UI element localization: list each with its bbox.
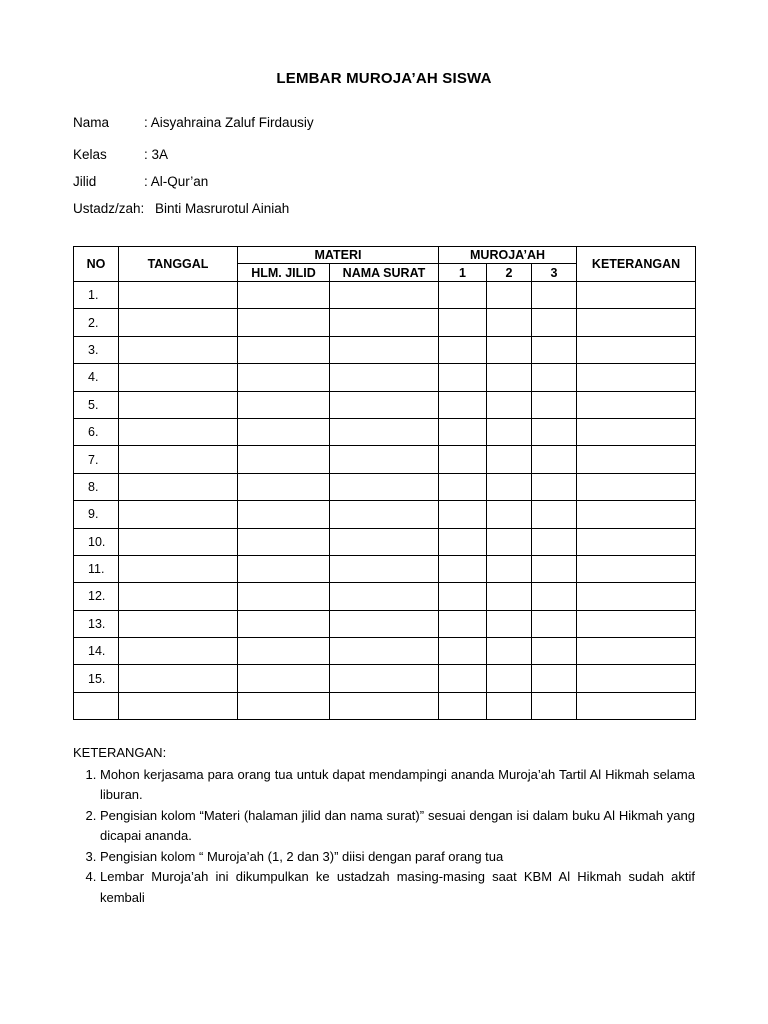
murojaah-2-cell[interactable] bbox=[487, 610, 532, 637]
table-row bbox=[74, 336, 696, 363]
tanggal-cell[interactable] bbox=[119, 555, 238, 582]
murojaah-3-cell[interactable] bbox=[532, 555, 577, 582]
hlm-jilid-cell[interactable] bbox=[238, 501, 330, 528]
murojaah-3-cell[interactable] bbox=[532, 309, 577, 336]
murojaah-2-cell[interactable] bbox=[487, 501, 532, 528]
hlm-jilid-cell[interactable] bbox=[238, 692, 330, 719]
murojaah-1-cell[interactable] bbox=[439, 446, 487, 473]
row-no: 4. bbox=[74, 364, 119, 391]
murojaah-1-cell[interactable] bbox=[439, 665, 487, 692]
keterangan-cell[interactable] bbox=[577, 282, 696, 309]
murojaah-2-cell[interactable] bbox=[487, 418, 532, 445]
keterangan-cell[interactable] bbox=[577, 610, 696, 637]
tanggal-cell[interactable] bbox=[119, 692, 238, 719]
hlm-jilid-cell[interactable] bbox=[238, 583, 330, 610]
notes-heading: KETERANGAN: bbox=[73, 745, 167, 760]
keterangan-cell[interactable] bbox=[577, 473, 696, 500]
nama-surat-cell[interactable] bbox=[330, 692, 439, 719]
hlm-jilid-cell[interactable] bbox=[238, 446, 330, 473]
hlm-jilid-cell[interactable] bbox=[238, 364, 330, 391]
murojaah-1-cell[interactable] bbox=[439, 336, 487, 363]
hlm-jilid-cell[interactable] bbox=[238, 555, 330, 582]
keterangan-cell[interactable] bbox=[577, 364, 696, 391]
keterangan-cell[interactable] bbox=[577, 692, 696, 719]
table-row bbox=[74, 473, 696, 500]
murojaah-3-cell[interactable] bbox=[532, 336, 577, 363]
murojaah-2-cell[interactable] bbox=[487, 336, 532, 363]
row-no: 11. bbox=[74, 555, 119, 582]
header-tanggal: TANGGAL bbox=[119, 247, 238, 282]
notes-section bbox=[73, 743, 695, 908]
murojaah-2-cell[interactable] bbox=[487, 665, 532, 692]
ustadz-value: Binti Masrurotul Ainiah bbox=[155, 201, 290, 216]
note-item: 3. Pengisian kolom “ Muroja’ah (1, 2 dan 3)” diisi dengan paraf orang tua bbox=[100, 847, 695, 868]
tanggal-cell[interactable] bbox=[119, 446, 238, 473]
murojaah-2-cell[interactable] bbox=[487, 391, 532, 418]
nama-surat-cell[interactable] bbox=[330, 309, 439, 336]
keterangan-cell[interactable] bbox=[577, 418, 696, 445]
row-no: 7. bbox=[74, 446, 119, 473]
tanggal-cell[interactable] bbox=[119, 473, 238, 500]
hlm-jilid-cell[interactable] bbox=[238, 282, 330, 309]
murojaah-1-cell[interactable] bbox=[439, 555, 487, 582]
row-no: 5. bbox=[74, 391, 119, 418]
header-murojaah: MUROJA’AH bbox=[439, 247, 577, 264]
tanggal-cell[interactable] bbox=[119, 665, 238, 692]
jilid-label: Jilid bbox=[73, 174, 97, 189]
murojaah-2-cell[interactable] bbox=[487, 364, 532, 391]
murojaah-table bbox=[73, 246, 696, 720]
row-no: 8. bbox=[74, 473, 119, 500]
table-row bbox=[74, 364, 696, 391]
keterangan-cell[interactable] bbox=[577, 336, 696, 363]
note-item: 1. Mohon kerjasama para orang tua untuk dapat mendampingi ananda Muroja’ah Tartil Al Hikmah selama liburan. bbox=[100, 765, 695, 806]
murojaah-3-cell[interactable] bbox=[532, 665, 577, 692]
murojaah-3-cell[interactable] bbox=[532, 610, 577, 637]
table-row bbox=[74, 583, 696, 610]
table-row bbox=[74, 692, 696, 719]
nama-surat-cell[interactable] bbox=[330, 665, 439, 692]
murojaah-2-cell[interactable] bbox=[487, 583, 532, 610]
murojaah-3-cell[interactable] bbox=[532, 282, 577, 309]
tanggal-cell[interactable] bbox=[119, 309, 238, 336]
hlm-jilid-cell[interactable] bbox=[238, 336, 330, 363]
murojaah-1-cell[interactable] bbox=[439, 501, 487, 528]
page-title: LEMBAR MUROJA’AH SISWA bbox=[276, 70, 492, 87]
tanggal-cell[interactable] bbox=[119, 610, 238, 637]
nama-value: : Aisyahraina Zaluf Firdausiy bbox=[144, 115, 314, 130]
murojaah-1-cell[interactable] bbox=[439, 610, 487, 637]
nama-label: Nama bbox=[73, 115, 110, 130]
header-materi: MATERI bbox=[238, 247, 439, 264]
keterangan-cell[interactable] bbox=[577, 665, 696, 692]
murojaah-3-cell[interactable] bbox=[532, 501, 577, 528]
nama-surat-cell[interactable] bbox=[330, 473, 439, 500]
murojaah-3-cell[interactable] bbox=[532, 638, 577, 665]
row-no: 10. bbox=[74, 528, 119, 555]
murojaah-1-cell[interactable] bbox=[439, 418, 487, 445]
keterangan-cell[interactable] bbox=[577, 446, 696, 473]
row-no: 1. bbox=[74, 282, 119, 309]
murojaah-1-cell[interactable] bbox=[439, 282, 487, 309]
info-nama bbox=[73, 115, 314, 130]
table-row bbox=[74, 418, 696, 445]
nama-surat-cell[interactable] bbox=[330, 446, 439, 473]
table-row bbox=[74, 555, 696, 582]
murojaah-1-cell[interactable] bbox=[439, 309, 487, 336]
hlm-jilid-cell[interactable] bbox=[238, 309, 330, 336]
keterangan-cell[interactable] bbox=[577, 583, 696, 610]
kelas-label: Kelas bbox=[73, 147, 107, 162]
keterangan-cell[interactable] bbox=[577, 555, 696, 582]
keterangan-cell[interactable] bbox=[577, 638, 696, 665]
header-no: NO bbox=[74, 247, 119, 282]
murojaah-1-cell[interactable] bbox=[439, 583, 487, 610]
header-hlm-jilid: HLM. JILID bbox=[238, 264, 330, 282]
murojaah-2-cell[interactable] bbox=[487, 282, 532, 309]
murojaah-3-cell[interactable] bbox=[532, 364, 577, 391]
note-item: 4. Lembar Muroja’ah ini dikumpulkan ke ustadzah masing-masing saat KBM Al Hikmah sudah aktif kembali bbox=[100, 867, 695, 908]
murojaah-3-cell[interactable] bbox=[532, 528, 577, 555]
row-no: 3. bbox=[74, 336, 119, 363]
tanggal-cell[interactable] bbox=[119, 638, 238, 665]
murojaah-1-cell[interactable] bbox=[439, 364, 487, 391]
table-row bbox=[74, 309, 696, 336]
murojaah-1-cell[interactable] bbox=[439, 473, 487, 500]
murojaah-1-cell[interactable] bbox=[439, 692, 487, 719]
tanggal-cell[interactable] bbox=[119, 583, 238, 610]
header-nama-surat: NAMA SURAT bbox=[330, 264, 439, 282]
nama-surat-cell[interactable] bbox=[330, 528, 439, 555]
nama-surat-cell[interactable] bbox=[330, 583, 439, 610]
header-murojaah-3: 3 bbox=[532, 264, 577, 282]
murojaah-1-cell[interactable] bbox=[439, 528, 487, 555]
murojaah-2-cell[interactable] bbox=[487, 692, 532, 719]
hlm-jilid-cell[interactable] bbox=[238, 418, 330, 445]
row-no: 15. bbox=[74, 665, 119, 692]
tanggal-cell[interactable] bbox=[119, 336, 238, 363]
info-ustadz bbox=[73, 201, 290, 216]
header-murojaah-1: 1 bbox=[439, 264, 487, 282]
hlm-jilid-cell[interactable] bbox=[238, 473, 330, 500]
header-murojaah-2: 2 bbox=[487, 264, 532, 282]
row-no: 6. bbox=[74, 418, 119, 445]
kelas-value: : 3A bbox=[144, 147, 169, 162]
info-jilid bbox=[73, 174, 209, 189]
table-row bbox=[74, 638, 696, 665]
tanggal-cell[interactable] bbox=[119, 418, 238, 445]
murojaah-2-cell[interactable] bbox=[487, 473, 532, 500]
nama-surat-cell[interactable] bbox=[330, 391, 439, 418]
tanggal-cell[interactable] bbox=[119, 391, 238, 418]
nama-surat-cell[interactable] bbox=[330, 336, 439, 363]
murojaah-3-cell[interactable] bbox=[532, 418, 577, 445]
murojaah-3-cell[interactable] bbox=[532, 391, 577, 418]
murojaah-3-cell[interactable] bbox=[532, 583, 577, 610]
nama-surat-cell[interactable] bbox=[330, 638, 439, 665]
nama-surat-cell[interactable] bbox=[330, 364, 439, 391]
table-row bbox=[74, 282, 696, 309]
murojaah-2-cell[interactable] bbox=[487, 446, 532, 473]
nama-surat-cell[interactable] bbox=[330, 501, 439, 528]
hlm-jilid-cell[interactable] bbox=[238, 528, 330, 555]
row-no bbox=[74, 692, 119, 719]
table-row bbox=[74, 610, 696, 637]
nama-surat-cell[interactable] bbox=[330, 282, 439, 309]
tanggal-cell[interactable] bbox=[119, 528, 238, 555]
murojaah-1-cell[interactable] bbox=[439, 391, 487, 418]
jilid-value: : Al-Qur’an bbox=[144, 174, 209, 189]
murojaah-1-cell[interactable] bbox=[439, 638, 487, 665]
hlm-jilid-cell[interactable] bbox=[238, 665, 330, 692]
murojaah-2-cell[interactable] bbox=[487, 528, 532, 555]
row-no: 2. bbox=[74, 309, 119, 336]
row-no: 9. bbox=[74, 501, 119, 528]
table-row bbox=[74, 391, 696, 418]
murojaah-3-cell[interactable] bbox=[532, 446, 577, 473]
tanggal-cell[interactable] bbox=[119, 364, 238, 391]
hlm-jilid-cell[interactable] bbox=[238, 610, 330, 637]
row-no: 14. bbox=[74, 638, 119, 665]
keterangan-cell[interactable] bbox=[577, 501, 696, 528]
nama-surat-cell[interactable] bbox=[330, 418, 439, 445]
hlm-jilid-cell[interactable] bbox=[238, 391, 330, 418]
murojaah-2-cell[interactable] bbox=[487, 309, 532, 336]
nama-surat-cell[interactable] bbox=[330, 555, 439, 582]
note-item: 2. Pengisian kolom “Materi (halaman jilid dan nama surat)” sesuai dengan isi dalam buku Al Hikmah yang dicapai ananda. bbox=[100, 806, 695, 847]
row-no: 12. bbox=[74, 583, 119, 610]
keterangan-cell[interactable] bbox=[577, 528, 696, 555]
keterangan-cell[interactable] bbox=[577, 309, 696, 336]
table-row bbox=[74, 528, 696, 555]
table-row bbox=[74, 501, 696, 528]
keterangan-cell[interactable] bbox=[577, 391, 696, 418]
table-row bbox=[74, 446, 696, 473]
murojaah-2-cell[interactable] bbox=[487, 638, 532, 665]
tanggal-cell[interactable] bbox=[119, 501, 238, 528]
tanggal-cell[interactable] bbox=[119, 282, 238, 309]
row-no: 13. bbox=[74, 610, 119, 637]
hlm-jilid-cell[interactable] bbox=[238, 638, 330, 665]
murojaah-3-cell[interactable] bbox=[532, 473, 577, 500]
murojaah-3-cell[interactable] bbox=[532, 692, 577, 719]
table-row bbox=[74, 665, 696, 692]
nama-surat-cell[interactable] bbox=[330, 610, 439, 637]
ustadz-label: Ustadz/zah: bbox=[73, 201, 145, 216]
header-keterangan: KETERANGAN bbox=[577, 247, 696, 282]
murojaah-2-cell[interactable] bbox=[487, 555, 532, 582]
info-kelas bbox=[73, 147, 169, 162]
